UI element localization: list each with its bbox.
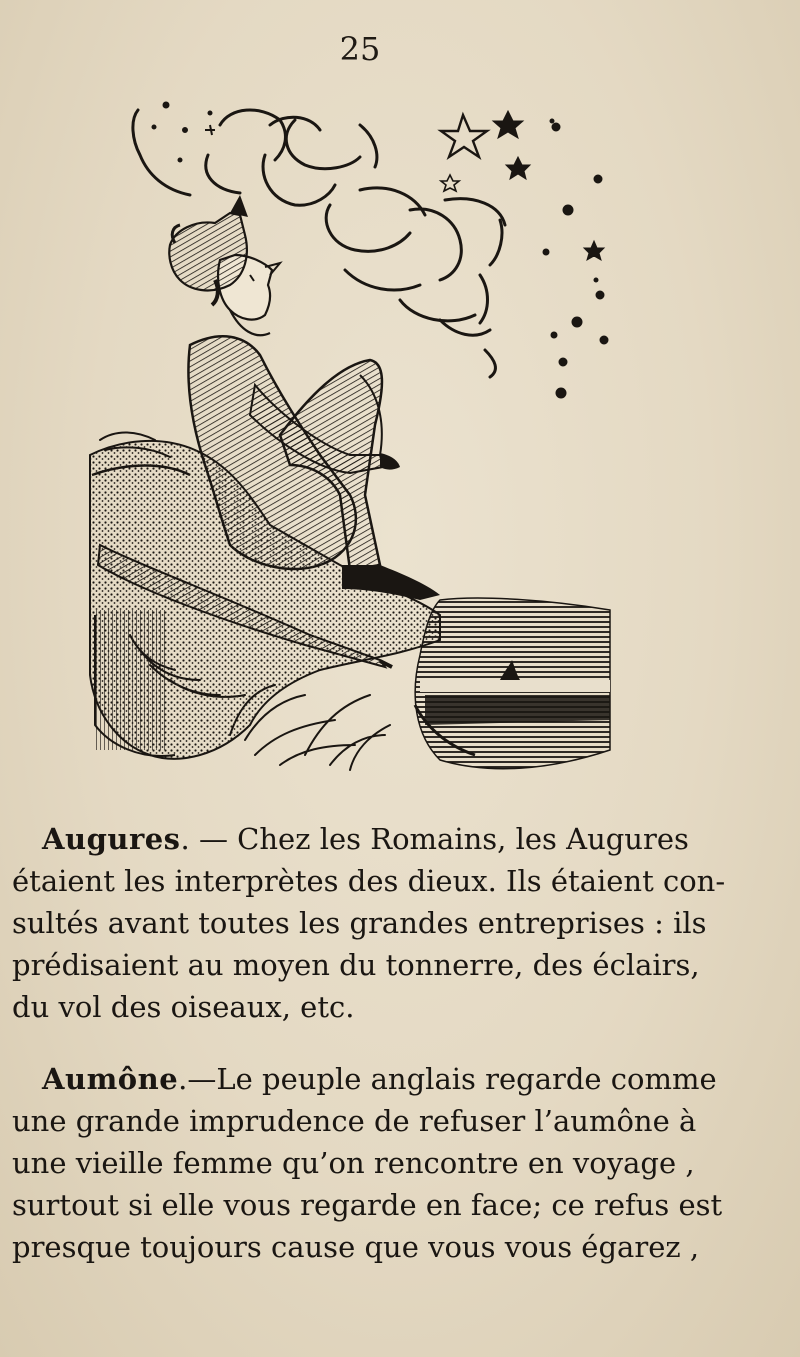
text-line: sultés avant toutes les grandes entreprises : ils	[12, 906, 707, 940]
paragraph-aumone	[12, 1058, 723, 1268]
text-line: Augures. — Chez les Romains, les Augures	[42, 822, 689, 856]
paragraph-augures	[12, 818, 726, 1028]
text-line: presque toujours cause que vous vous égarez ,	[12, 1230, 700, 1264]
page-number: 25	[339, 30, 381, 68]
entry-term-aumone: Aumône	[42, 1062, 179, 1096]
entry-term-augures: Augures	[42, 822, 181, 856]
sea-vignette	[415, 598, 610, 769]
text-line: une vieille femme qu’on rencontre en voyage ,	[12, 1146, 695, 1180]
engraving-illustration	[80, 95, 620, 785]
text-line: étaient les interprètes des dieux. Ils étaient con-	[12, 864, 726, 898]
text-line: surtout si elle vous regarde en face; ce refus est	[12, 1188, 723, 1222]
text-line: une grande imprudence de refuser l’aumône à	[12, 1104, 697, 1138]
text-line: du vol des oiseaux, etc.	[12, 990, 355, 1024]
text-line: prédisaient au moyen du tonnerre, des éclairs,	[12, 948, 700, 982]
text-line: Aumône.—Le peuple anglais regarde comme	[42, 1062, 717, 1096]
